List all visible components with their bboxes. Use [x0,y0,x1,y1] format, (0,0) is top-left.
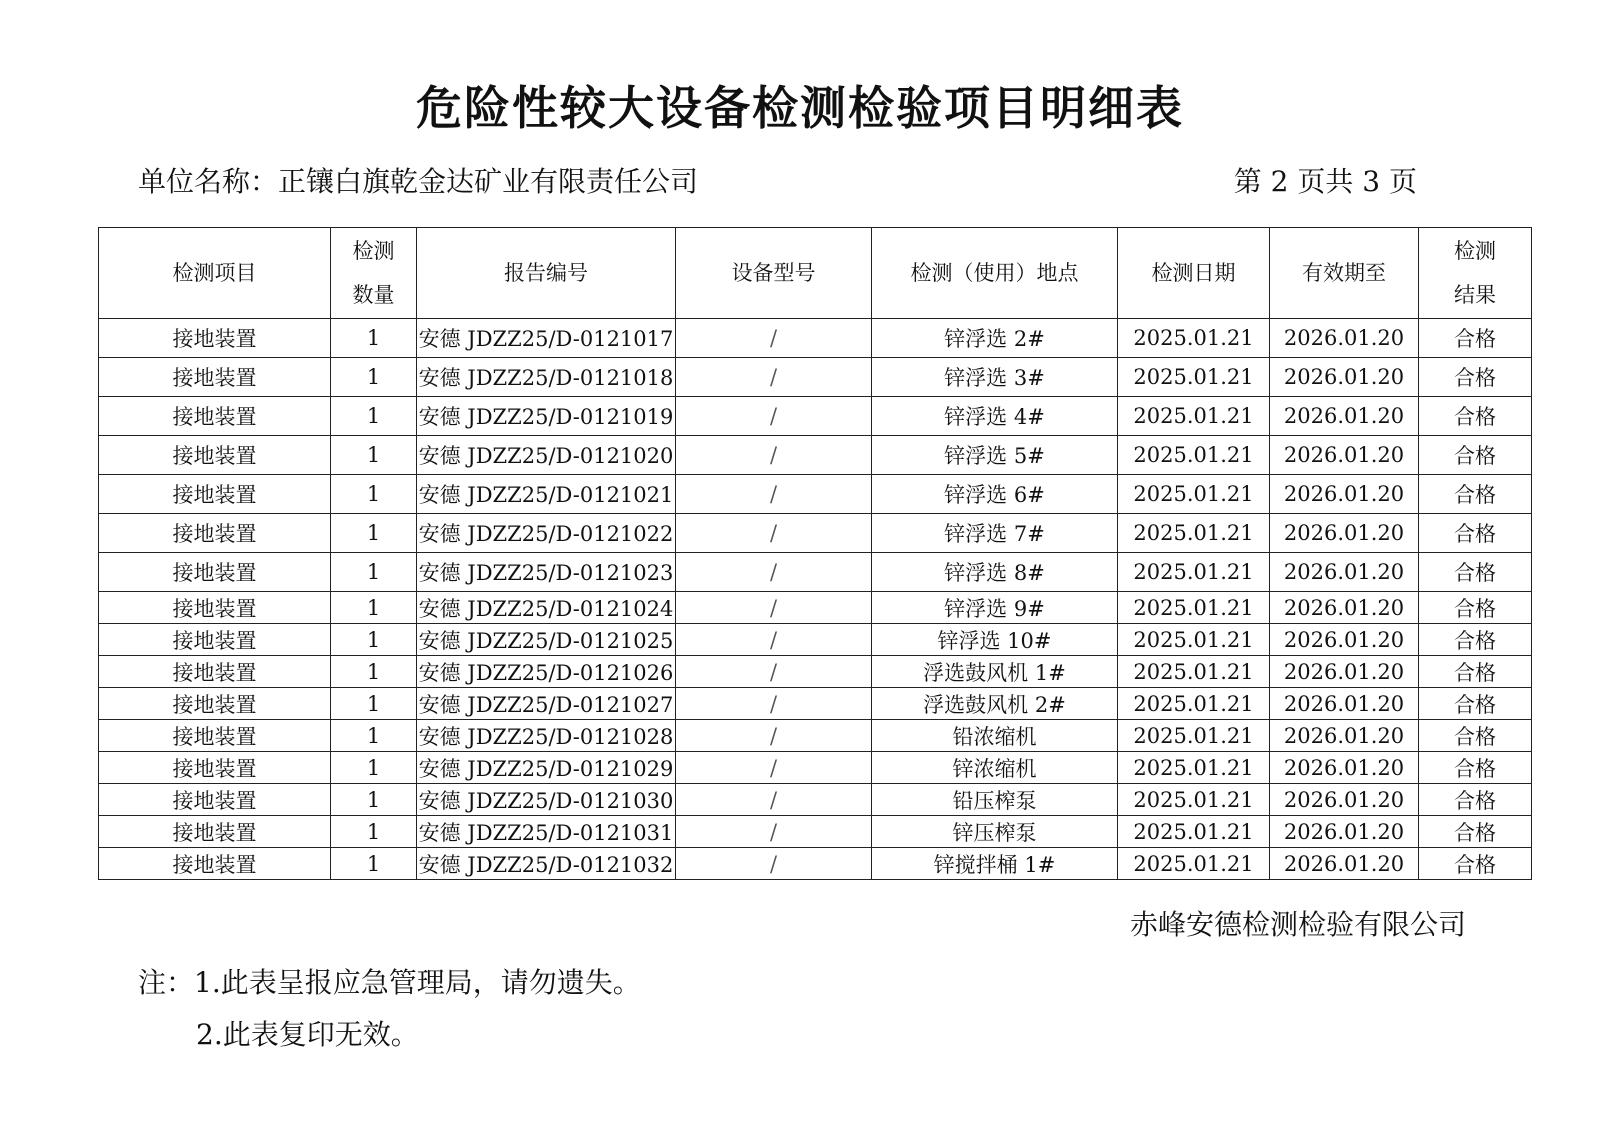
cell-equipment-model: / [676,848,872,880]
cell-result: 合格 [1419,436,1532,475]
cell-result: 合格 [1419,475,1532,514]
cell-item: 接地装置 [99,784,331,816]
cell-equipment-model: / [676,816,872,848]
cell-result: 合格 [1419,624,1532,656]
cell-valid-until: 2026.01.20 [1270,752,1419,784]
cell-inspection-date: 2025.01.21 [1118,475,1270,514]
cell-quantity: 1 [331,553,417,592]
cell-location: 锌浮选 8# [872,553,1118,592]
inspection-detail-table [98,227,1532,880]
table-row [99,784,1532,816]
cell-report-number: 安德 JDZZ25/D-0121018 [417,358,676,397]
cell-result: 合格 [1419,592,1532,624]
cell-valid-until: 2026.01.20 [1270,358,1419,397]
cell-valid-until: 2026.01.20 [1270,656,1419,688]
cell-location: 锌浮选 2# [872,319,1118,358]
table-row [99,688,1532,720]
cell-result: 合格 [1419,397,1532,436]
cell-valid-until: 2026.01.20 [1270,553,1419,592]
cell-result: 合格 [1419,553,1532,592]
cell-report-number: 安德 JDZZ25/D-0121023 [417,553,676,592]
cell-valid-until: 2026.01.20 [1270,514,1419,553]
cell-valid-until: 2026.01.20 [1270,784,1419,816]
header-equipment-model: 设备型号 [676,228,872,319]
cell-location: 锌浮选 6# [872,475,1118,514]
header-inspection-date: 检测日期 [1118,228,1270,319]
cell-quantity: 1 [331,319,417,358]
cell-item: 接地装置 [99,624,331,656]
cell-equipment-model: / [676,475,872,514]
table-row [99,358,1532,397]
cell-inspection-date: 2025.01.21 [1118,397,1270,436]
cell-item: 接地装置 [99,553,331,592]
cell-result: 合格 [1419,514,1532,553]
cell-quantity: 1 [331,436,417,475]
cell-item: 接地装置 [99,436,331,475]
cell-valid-until: 2026.01.20 [1270,592,1419,624]
cell-location: 锌搅拌桶 1# [872,848,1118,880]
cell-equipment-model: / [676,624,872,656]
cell-quantity: 1 [331,752,417,784]
cell-item: 接地装置 [99,475,331,514]
header-result: 检测 结果 [1419,228,1532,319]
cell-location: 锌压榨泵 [872,816,1118,848]
cell-inspection-date: 2025.01.21 [1118,656,1270,688]
cell-result: 合格 [1419,358,1532,397]
unit-name-line [138,160,698,200]
notes-section [138,957,641,1061]
table-row [99,848,1532,880]
cell-inspection-date: 2025.01.21 [1118,752,1270,784]
cell-quantity: 1 [331,688,417,720]
cell-result: 合格 [1419,656,1532,688]
cell-inspection-date: 2025.01.21 [1118,358,1270,397]
cell-report-number: 安德 JDZZ25/D-0121025 [417,624,676,656]
cell-valid-until: 2026.01.20 [1270,436,1419,475]
cell-item: 接地装置 [99,752,331,784]
cell-report-number: 安德 JDZZ25/D-0121031 [417,816,676,848]
cell-valid-until: 2026.01.20 [1270,319,1419,358]
cell-equipment-model: / [676,720,872,752]
header-quantity: 检测 数量 [331,228,417,319]
cell-location: 锌浮选 4# [872,397,1118,436]
cell-valid-until: 2026.01.20 [1270,475,1419,514]
cell-report-number: 安德 JDZZ25/D-0121028 [417,720,676,752]
cell-quantity: 1 [331,624,417,656]
cell-item: 接地装置 [99,688,331,720]
cell-equipment-model: / [676,752,872,784]
cell-equipment-model: / [676,358,872,397]
header-report-number: 报告编号 [417,228,676,319]
cell-inspection-date: 2025.01.21 [1118,688,1270,720]
cell-quantity: 1 [331,656,417,688]
cell-quantity: 1 [331,358,417,397]
cell-inspection-date: 2025.01.21 [1118,624,1270,656]
table-row [99,720,1532,752]
cell-equipment-model: / [676,656,872,688]
cell-result: 合格 [1419,688,1532,720]
cell-quantity: 1 [331,397,417,436]
cell-inspection-date: 2025.01.21 [1118,436,1270,475]
table-row [99,816,1532,848]
cell-equipment-model: / [676,514,872,553]
cell-result: 合格 [1419,848,1532,880]
table-row [99,397,1532,436]
cell-report-number: 安德 JDZZ25/D-0121017 [417,319,676,358]
cell-quantity: 1 [331,784,417,816]
cell-equipment-model: / [676,436,872,475]
table-row [99,592,1532,624]
cell-result: 合格 [1419,816,1532,848]
cell-inspection-date: 2025.01.21 [1118,553,1270,592]
unit-name-value: 正镶白旗乾金达矿业有限责任公司 [278,165,699,198]
cell-location: 锌浮选 3# [872,358,1118,397]
cell-item: 接地装置 [99,319,331,358]
cell-quantity: 1 [331,848,417,880]
header-location: 检测（使用）地点 [872,228,1118,319]
issuing-company: 赤峰安德检测检验有限公司 [1129,908,1466,941]
cell-report-number: 安德 JDZZ25/D-0121019 [417,397,676,436]
cell-location: 锌浓缩机 [872,752,1118,784]
cell-valid-until: 2026.01.20 [1270,688,1419,720]
cell-inspection-date: 2025.01.21 [1118,784,1270,816]
note-line-1: 注：1.此表呈报应急管理局，请勿遗失。 [138,966,641,999]
cell-result: 合格 [1419,752,1532,784]
cell-item: 接地装置 [99,358,331,397]
cell-inspection-date: 2025.01.21 [1118,816,1270,848]
cell-quantity: 1 [331,592,417,624]
cell-quantity: 1 [331,514,417,553]
cell-valid-until: 2026.01.20 [1270,624,1419,656]
cell-inspection-date: 2025.01.21 [1118,319,1270,358]
cell-location: 浮选鼓风机 1# [872,656,1118,688]
cell-quantity: 1 [331,816,417,848]
table-row [99,514,1532,553]
cell-report-number: 安德 JDZZ25/D-0121030 [417,784,676,816]
table-row [99,319,1532,358]
table-row [99,436,1532,475]
cell-valid-until: 2026.01.20 [1270,848,1419,880]
cell-inspection-date: 2025.01.21 [1118,720,1270,752]
cell-equipment-model: / [676,319,872,358]
cell-item: 接地装置 [99,816,331,848]
table-row [99,475,1532,514]
cell-item: 接地装置 [99,592,331,624]
cell-report-number: 安德 JDZZ25/D-0121032 [417,848,676,880]
cell-report-number: 安德 JDZZ25/D-0121024 [417,592,676,624]
cell-report-number: 安德 JDZZ25/D-0121021 [417,475,676,514]
cell-location: 铅压榨泵 [872,784,1118,816]
cell-item: 接地装置 [99,720,331,752]
cell-result: 合格 [1419,720,1532,752]
cell-result: 合格 [1419,784,1532,816]
unit-name-label: 单位名称： [138,165,279,198]
cell-equipment-model: / [676,397,872,436]
cell-equipment-model: / [676,688,872,720]
cell-inspection-date: 2025.01.21 [1118,848,1270,880]
header-valid-until: 有效期至 [1270,228,1419,319]
table-row [99,624,1532,656]
header-item: 检测项目 [99,228,331,319]
cell-location: 铅浓缩机 [872,720,1118,752]
cell-item: 接地装置 [99,848,331,880]
cell-result: 合格 [1419,319,1532,358]
cell-location: 锌浮选 10# [872,624,1118,656]
cell-location: 锌浮选 7# [872,514,1118,553]
cell-valid-until: 2026.01.20 [1270,397,1419,436]
table-row [99,656,1532,688]
cell-equipment-model: / [676,553,872,592]
cell-quantity: 1 [331,475,417,514]
cell-location: 锌浮选 9# [872,592,1118,624]
cell-valid-until: 2026.01.20 [1270,816,1419,848]
table-header-row [99,228,1532,319]
note-line-2: 2.此表复印无效。 [196,1018,419,1051]
cell-item: 接地装置 [99,656,331,688]
table-row [99,752,1532,784]
cell-location: 锌浮选 5# [872,436,1118,475]
cell-location: 浮选鼓风机 2# [872,688,1118,720]
cell-valid-until: 2026.01.20 [1270,720,1419,752]
page-number: 第 2 页共 3 页 [1233,165,1417,198]
cell-inspection-date: 2025.01.21 [1118,514,1270,553]
cell-report-number: 安德 JDZZ25/D-0121027 [417,688,676,720]
cell-equipment-model: / [676,592,872,624]
cell-report-number: 安德 JDZZ25/D-0121020 [417,436,676,475]
cell-report-number: 安德 JDZZ25/D-0121029 [417,752,676,784]
cell-item: 接地装置 [99,514,331,553]
cell-item: 接地装置 [99,397,331,436]
cell-equipment-model: / [676,784,872,816]
cell-report-number: 安德 JDZZ25/D-0121022 [417,514,676,553]
cell-inspection-date: 2025.01.21 [1118,592,1270,624]
table-row [99,553,1532,592]
cell-quantity: 1 [331,720,417,752]
page-title: 危险性较大设备检测检验项目明细表 [416,81,1184,135]
cell-report-number: 安德 JDZZ25/D-0121026 [417,656,676,688]
